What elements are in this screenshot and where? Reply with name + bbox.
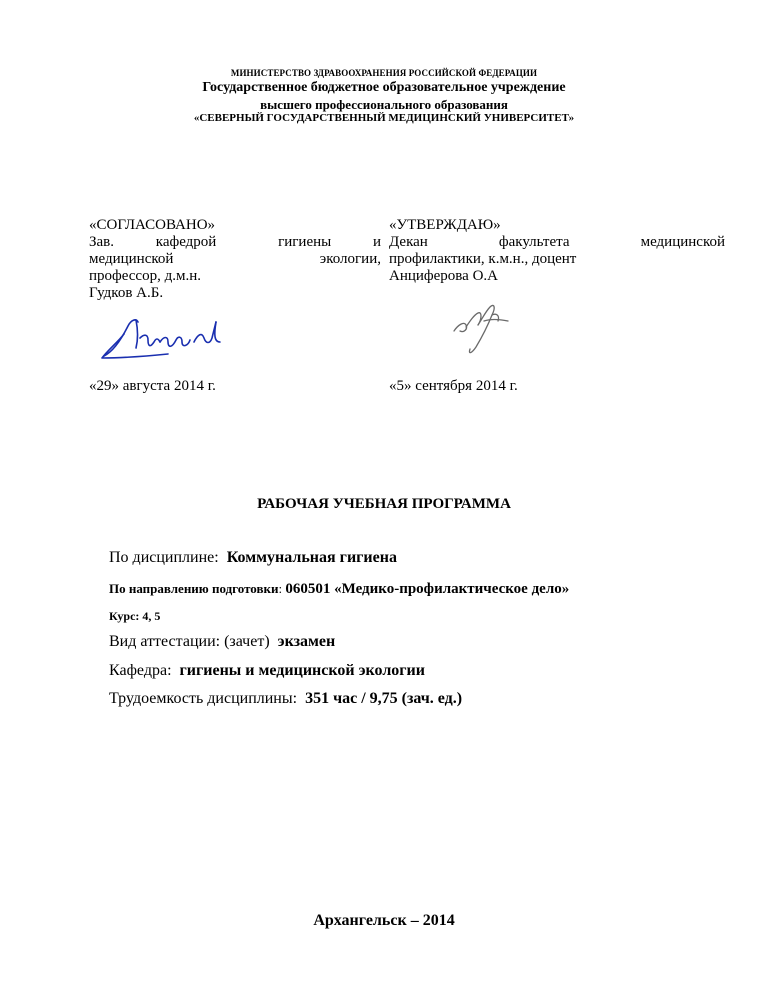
approve-line-3: Анциферова О.А <box>389 268 498 284</box>
signature-antsiferova <box>448 297 518 359</box>
discipline-value: Коммунальная гигиена <box>226 549 397 566</box>
agreed-date: «29» августа 2014 г. <box>89 378 216 394</box>
agreed-line-3: профессор, д.м.н. <box>89 268 201 284</box>
discipline-line <box>109 549 397 567</box>
attestation-label: Вид аттестации: (зачет) <box>109 633 270 650</box>
agreed-block <box>89 217 381 302</box>
ministry-name: МИНИСТЕРСТВО ЗДРАВООХРАНЕНИЯ РОССИЙСКОЙ ФЕДЕРАЦИИ <box>230 68 538 78</box>
labor-label: Трудоемкость дисциплины: <box>109 690 298 707</box>
approve-line-2: профилактики, к.м.н., доцент <box>389 251 577 267</box>
agreed-line-2: медицинской экологии, <box>89 251 381 267</box>
approve-line-1: Декан факультета медицинской <box>389 234 725 250</box>
labor-line <box>109 690 462 708</box>
agreed-line-4: Гудков А.Б. <box>89 285 164 301</box>
approve-block <box>389 217 725 285</box>
department-line <box>109 662 425 680</box>
institution-line-2: высшего профессионального образования <box>260 97 508 112</box>
attestation-value: экзамен <box>277 633 336 650</box>
discipline-label: По дисциплине: <box>109 549 219 566</box>
direction-line <box>109 581 569 598</box>
approve-heading: «УТВЕРЖДАЮ» <box>389 217 501 233</box>
approve-date: «5» сентября 2014 г. <box>389 378 518 394</box>
agreed-heading: «СОГЛАСОВАНО» <box>89 217 216 233</box>
signature-gudkov <box>98 312 233 362</box>
document-title: РАБОЧАЯ УЧЕБНАЯ ПРОГРАММА <box>257 496 511 512</box>
direction-label: По направлению подготовки <box>109 581 279 596</box>
department-label: Кафедра: <box>109 662 172 679</box>
city-year: Архангельск – 2014 <box>313 912 455 929</box>
labor-value: 351 час / 9,75 (зач. ед.) <box>305 690 463 707</box>
direction-colon: : <box>278 581 283 596</box>
university-name: «СЕВЕРНЫЙ ГОСУДАРСТВЕННЫЙ МЕДИЦИНСКИЙ УНИВЕРСИТЕТ» <box>193 112 575 124</box>
agreed-line-1: Зав. кафедрой гигиены и <box>89 234 381 250</box>
department-value: гигиены и медицинской экологии <box>179 662 425 679</box>
direction-value: 060501 «Медико-профилактическое дело» <box>285 581 570 597</box>
institution-line-1: Государственное бюджетное образовательное учреждение <box>202 80 566 95</box>
course-line: Курс: 4, 5 <box>109 609 161 623</box>
attestation-line <box>109 633 335 651</box>
